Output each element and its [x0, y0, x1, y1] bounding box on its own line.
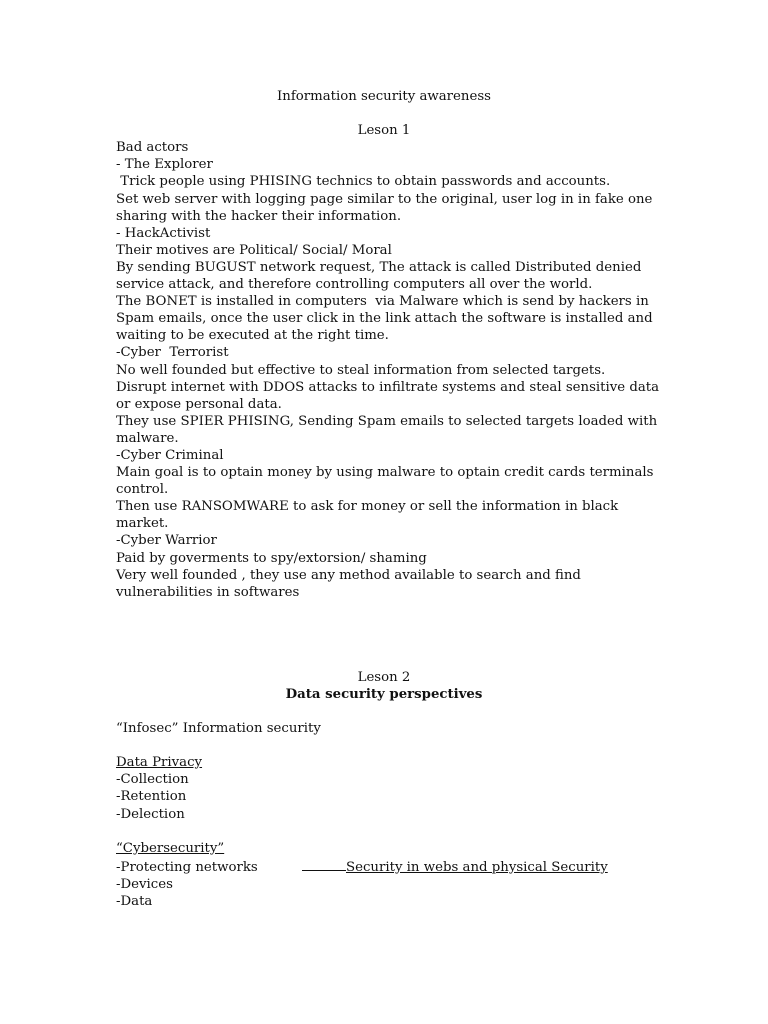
text-line: They use SPIER PHISING, Sending Spam emails to selected targets loaded with: [116, 413, 658, 429]
lesson2-heading: Leson 2: [357, 669, 411, 685]
text-line: Spam emails, once the user click in the link attach the software is installed and: [116, 311, 653, 327]
text-line: -Cyber Criminal: [116, 447, 224, 463]
list-item: -Collection: [116, 772, 189, 788]
text-line: waiting to be executed at the right time.: [116, 328, 389, 344]
spacer: [116, 601, 656, 669]
text-line: Trick people using PHISING technics to obtain passwords and accounts.: [116, 174, 611, 190]
data-privacy-heading: Data Privacy: [116, 755, 203, 771]
spacer: [116, 823, 656, 840]
spacer: [116, 737, 656, 754]
text-line: malware.: [116, 430, 179, 446]
infosec-line: “Infosec” Information security: [116, 721, 321, 737]
protecting-networks-row: [116, 857, 656, 876]
spacer: [116, 105, 656, 122]
text-line: service attack, and therefore controlling computers all over the world.: [116, 277, 593, 293]
text-line: Bad actors: [116, 140, 189, 156]
document-body: [116, 88, 660, 910]
data-privacy-section: [116, 754, 656, 822]
text-line: Main goal is to optain money by using malware to optain credit cards terminals: [116, 465, 654, 481]
text-line: vulnerabilities in softwares: [116, 584, 300, 600]
spacer: [116, 703, 656, 720]
document-title: Information security awareness: [277, 89, 491, 104]
text-line: Then use RANSOMWARE to ask for money or sell the information in black: [116, 499, 619, 515]
text-line: No well founded but effective to steal information from selected targets.: [116, 362, 606, 378]
text-line: control.: [116, 482, 169, 498]
list-item: -Devices: [116, 876, 173, 892]
text-line: -Cyber Terrorist: [116, 345, 229, 361]
lesson2-subheading: Data security perspectives: [285, 686, 483, 702]
list-item: -Delection: [116, 806, 185, 822]
text-line: Very well founded , they use any method available to search and find: [116, 567, 581, 583]
list-item: -Protecting networks: [116, 859, 258, 875]
underline-rule: [302, 857, 346, 871]
security-note: Security in webs and physical Security: [346, 859, 608, 875]
text-line: - HackActivist: [116, 225, 211, 241]
text-line: sharing with the hacker their information.: [116, 208, 402, 224]
list-item: -Retention: [116, 789, 187, 805]
text-line: or expose personal data.: [116, 396, 282, 412]
text-line: The BONET is installed in computers via Malware which is send by hackers in: [116, 294, 649, 310]
text-line: Disrupt internet with DDOS attacks to infiltrate systems and steal sensitive data: [116, 379, 660, 395]
lesson1-heading: Leson 1: [357, 123, 411, 139]
cybersecurity-heading: “Cybersecurity”: [116, 840, 225, 856]
lesson1-content: [116, 139, 660, 601]
text-line: market.: [116, 516, 169, 532]
cybersecurity-section: [116, 840, 656, 910]
list-item: -Data: [116, 894, 153, 910]
text-line: - The Explorer: [116, 157, 213, 173]
text-line: -Cyber Warrior: [116, 533, 217, 549]
text-line: Set web server with logging page similar to the original, user log in in fake one: [116, 191, 653, 207]
text-line: By sending BUGUST network request, The attack is called Distributed denied: [116, 259, 642, 275]
text-line: Their motives are Political/ Social/ Moral: [116, 242, 392, 258]
text-line: Paid by goverments to spy/extorsion/ shaming: [116, 550, 427, 566]
